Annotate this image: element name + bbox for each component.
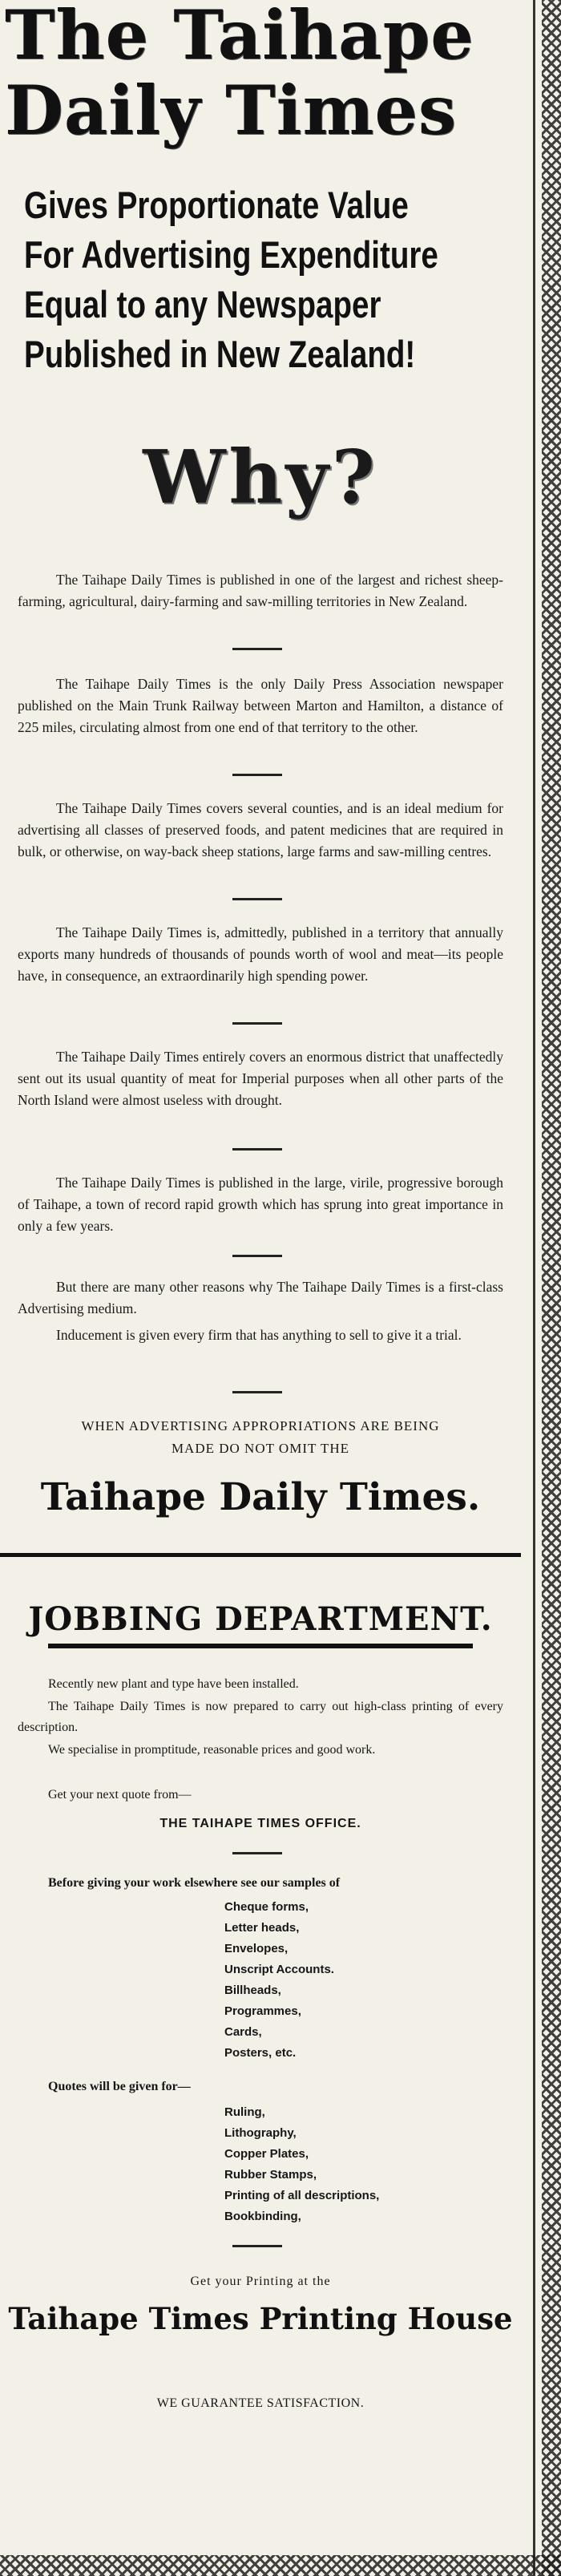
separator [232,1022,282,1025]
masthead-line-1: The Taihape [5,0,474,75]
tagline-line: Gives Proportionate Value [24,184,409,226]
list-item: Posters, etc. [224,2046,297,2060]
jobbing-heading: JOBBING DEPARTMENT. [28,1600,493,1638]
jobbing-line: We specialise in promptitude, reasonable prices and good work. [48,1743,376,1757]
paragraph: Inducement is given every firm that has anything to sell to give it a trial. [56,1327,462,1343]
decorative-border-right [542,0,561,2576]
quotes-list [224,2102,379,2227]
paragraph: But there are many other reasons why The Taihape Daily Times is a first-class Advertising medium. [18,1279,503,1316]
section-rule [0,1553,521,1557]
get-printing: Get your Printing at the [190,2275,331,2288]
paper-name: Taihape Daily Times. [40,1475,481,1519]
times-office: THE TAIHAPE TIMES OFFICE. [159,1817,361,1830]
samples-intro: Before giving your work elsewhere see our samples of [48,1876,341,1890]
column-rule [533,0,535,2576]
paragraph: The Taihape Daily Times covers several counties, and is an ideal medium for advertising all classes of preserved foods, and patent medicines that are required in bulk, or otherwise, on way-back sheep stations, large farms and saw-milling centres. [18,800,503,859]
list-item: Lithography, [224,2126,297,2140]
list-item: Billheads, [224,1984,281,1997]
quotes-intro: Quotes will be given for— [48,2080,191,2093]
list-item: Unscript Accounts. [224,1963,334,1976]
appeal-line: WHEN ADVERTISING APPROPRIATIONS ARE BEING [81,1418,440,1434]
samples-list [224,1897,334,2064]
list-item: Envelopes, [224,1942,289,1955]
guarantee: WE GUARANTEE SATISFACTION. [156,2396,365,2410]
appeal-line: MADE DO NOT OMIT THE [171,1441,350,1456]
tagline-line: For Advertising Expenditure [24,233,438,276]
separator [232,774,282,776]
list-item: Cards, [224,2025,262,2039]
separator [232,1391,282,1393]
separator [232,1148,282,1151]
tagline-line: Published in New Zealand! [24,333,416,375]
list-item: Printing of all descriptions, [224,2189,380,2202]
separator [232,898,282,900]
list-item: Rubber Stamps, [224,2168,317,2182]
paragraph: The Taihape Daily Times is, admittedly, published in a territory that annually exports many hundreds of thousands of pounds worth of wool and meat—its people have, in consequence, an extraordinarily high spending power. [18,924,503,984]
list-item: Ruling, [224,2105,265,2119]
decorative-border-bottom [0,2555,561,2576]
list-item: Programmes, [224,2004,301,2018]
quote-intro: Get your next quote from— [48,1788,192,1802]
paragraph: The Taihape Daily Times entirely covers an enormous district that unaffectedly sent out its usual quantity of meat for Imperial purposes when all other parts of the North Island were almost useless with drought. [18,1049,503,1108]
printing-house: Taihape Times Printing House [8,2301,513,2336]
paragraph: The Taihape Daily Times is published in one of the largest and richest sheep-farming, agricultural, dairy-farming and saw-milling territories in New Zealand. [18,572,503,609]
jobbing-line: Recently new plant and type have been installed. [48,1677,299,1691]
paragraph: The Taihape Daily Times is the only Daily Press Association newspaper published on the Main Trunk Railway between Marton and Hamilton, a distance of 225 miles, circulating almost from one end of that territory to the other. [18,676,503,735]
jobbing-line: The Taihape Daily Times is now prepared to carry out high-class printing of every description. [18,1700,503,1734]
separator [232,2245,282,2247]
jobbing-underline [48,1644,473,1648]
masthead-line-2: Daily Times [5,71,458,150]
separator [232,648,282,650]
list-item: Cheque forms, [224,1900,309,1914]
tagline-line: Equal to any Newspaper [24,283,381,326]
tagline [24,180,504,379]
separator [232,1255,282,1257]
list-item: Letter heads, [224,1921,300,1935]
paragraph: The Taihape Daily Times is published in the large, virile, progressive borough of Taihape, a town of record rapid growth which has sprung into great importance in only a few years. [18,1175,503,1234]
list-item: Copper Plates, [224,2147,309,2161]
why-heading: Why? [143,434,378,520]
separator [232,1852,282,1854]
list-item: Bookbinding, [224,2210,301,2223]
